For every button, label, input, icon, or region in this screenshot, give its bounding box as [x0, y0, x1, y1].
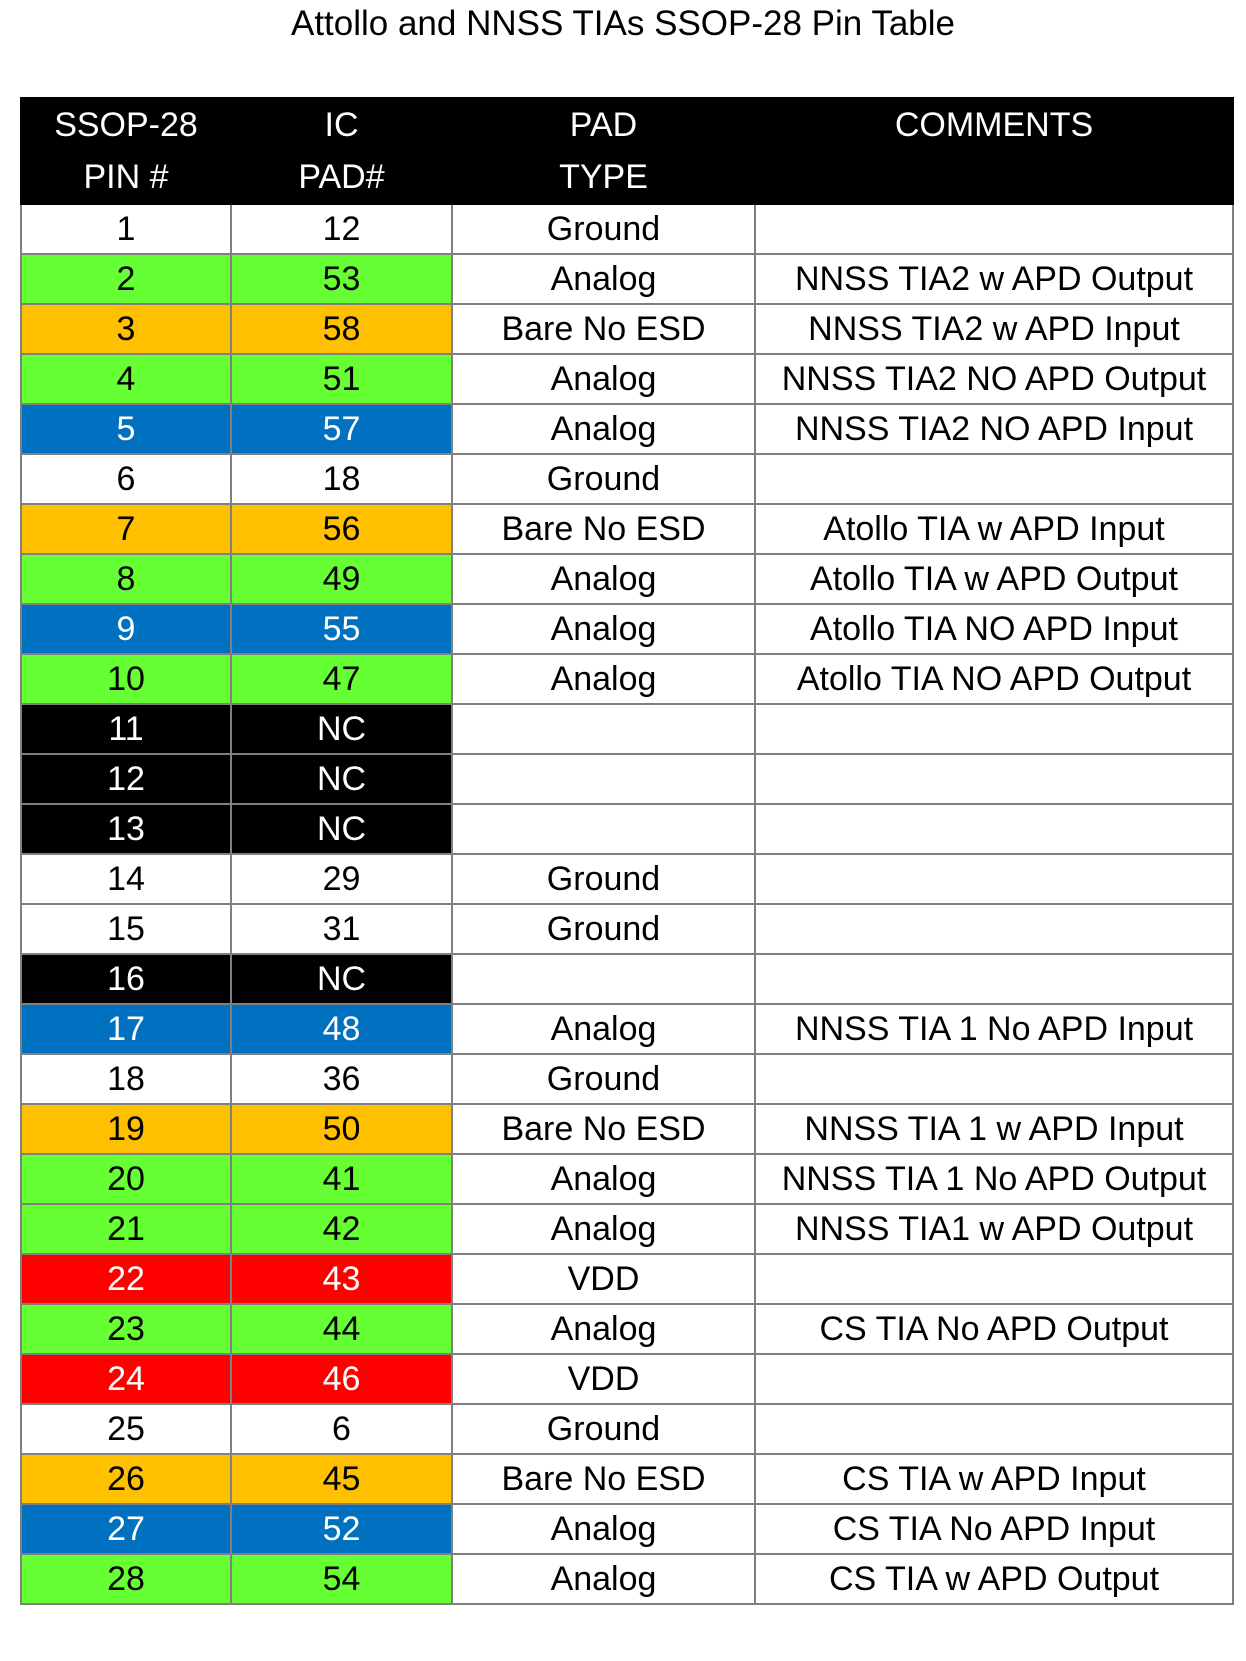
pin-number-cell: 3 [21, 304, 231, 354]
table-row [21, 1454, 1233, 1504]
ic-pad-cell: 50 [231, 1104, 452, 1154]
pin-number-cell: 6 [21, 454, 231, 504]
table-row [21, 904, 1233, 954]
comment-cell: NNSS TIA 1 w APD Input [755, 1104, 1233, 1154]
comment-cell: CS TIA w APD Input [755, 1454, 1233, 1504]
table-row [21, 304, 1233, 354]
pad-type-cell: Bare No ESD [452, 1454, 755, 1504]
pad-type-cell: Analog [452, 1004, 755, 1054]
ic-pad-cell: 29 [231, 854, 452, 904]
ic-pad-cell: 49 [231, 554, 452, 604]
table-row [21, 504, 1233, 554]
ic-pad-cell: 46 [231, 1354, 452, 1404]
ic-pad-cell: 6 [231, 1404, 452, 1454]
table-row [21, 1404, 1233, 1454]
table-row [21, 554, 1233, 604]
pin-table [20, 97, 1234, 1605]
header-pad-line-2: PAD# [298, 158, 385, 196]
pad-type-cell [452, 754, 755, 804]
pin-number-cell: 14 [21, 854, 231, 904]
comment-cell: NNSS TIA 1 No APD Output [755, 1154, 1233, 1204]
pin-number-cell: 24 [21, 1354, 231, 1404]
table-row [21, 1154, 1233, 1204]
comment-cell: NNSS TIA2 w APD Output [755, 254, 1233, 304]
table-row [21, 1504, 1233, 1554]
pin-number-cell: 10 [21, 654, 231, 704]
ic-pad-cell: 41 [231, 1154, 452, 1204]
pin-number-cell: 15 [21, 904, 231, 954]
pin-number-cell: 26 [21, 1454, 231, 1504]
pin-number-cell: 12 [21, 754, 231, 804]
pin-number-cell: 21 [21, 1204, 231, 1254]
header-pad-type [452, 98, 755, 204]
table-row [21, 204, 1233, 254]
ic-pad-cell: 36 [231, 1054, 452, 1104]
table-row [21, 404, 1233, 454]
ic-pad-cell: 31 [231, 904, 452, 954]
comment-cell [755, 1354, 1233, 1404]
comment-cell: NNSS TIA2 w APD Input [755, 304, 1233, 354]
header-comments [755, 98, 1233, 204]
pin-number-cell: 25 [21, 1404, 231, 1454]
pad-type-cell: Ground [452, 1054, 755, 1104]
pad-type-cell: Analog [452, 254, 755, 304]
ic-pad-cell: 44 [231, 1304, 452, 1354]
comment-cell: CS TIA No APD Output [755, 1304, 1233, 1354]
comment-cell: NNSS TIA 1 No APD Input [755, 1004, 1233, 1054]
ic-pad-cell: NC [231, 954, 452, 1004]
pad-type-cell: Ground [452, 1404, 755, 1454]
comment-cell [755, 204, 1233, 254]
pad-type-cell: Analog [452, 1554, 755, 1604]
pin-number-cell: 22 [21, 1254, 231, 1304]
table-row [21, 354, 1233, 404]
header-pin-number [21, 98, 231, 204]
pad-type-cell [452, 704, 755, 754]
pad-type-cell: Ground [452, 454, 755, 504]
pad-type-cell: Analog [452, 654, 755, 704]
table-row [21, 954, 1233, 1004]
table-row [21, 1204, 1233, 1254]
table-row [21, 1104, 1233, 1154]
comment-cell [755, 954, 1233, 1004]
pin-number-cell: 18 [21, 1054, 231, 1104]
pad-type-cell: Analog [452, 1154, 755, 1204]
pad-type-cell: VDD [452, 1354, 755, 1404]
ic-pad-cell: 18 [231, 454, 452, 504]
comment-cell [755, 854, 1233, 904]
pin-number-cell: 2 [21, 254, 231, 304]
pad-type-cell [452, 804, 755, 854]
comment-cell [755, 1254, 1233, 1304]
pad-type-cell [452, 954, 755, 1004]
pin-number-cell: 5 [21, 404, 231, 454]
table-row [21, 754, 1233, 804]
pad-type-cell: VDD [452, 1254, 755, 1304]
comment-cell: CS TIA No APD Input [755, 1504, 1233, 1554]
table-row [21, 1554, 1233, 1604]
pin-number-cell: 27 [21, 1504, 231, 1554]
ic-pad-cell: NC [231, 804, 452, 854]
table-row [21, 1354, 1233, 1404]
page-title: Attollo and NNSS TIAs SSOP-28 Pin Table [290, 4, 956, 43]
header-pad-line-1: IC [324, 106, 359, 144]
header-comments-line-1: COMMENTS [894, 106, 1094, 144]
pin-number-cell: 8 [21, 554, 231, 604]
pin-number-cell: 23 [21, 1304, 231, 1354]
pad-type-cell: Analog [452, 554, 755, 604]
comment-cell: Atollo TIA NO APD Output [755, 654, 1233, 704]
ic-pad-cell: 58 [231, 304, 452, 354]
comment-cell [755, 704, 1233, 754]
pad-type-cell: Bare No ESD [452, 304, 755, 354]
table-header [21, 98, 1233, 204]
pad-type-cell: Analog [452, 354, 755, 404]
ic-pad-cell: 55 [231, 604, 452, 654]
pin-number-cell: 13 [21, 804, 231, 854]
table-body [21, 204, 1233, 1604]
header-pin-line-1: SSOP-28 [54, 106, 198, 144]
ic-pad-cell: 47 [231, 654, 452, 704]
comment-cell [755, 1404, 1233, 1454]
pad-type-cell: Analog [452, 1304, 755, 1354]
table-row [21, 1304, 1233, 1354]
ic-pad-cell: 56 [231, 504, 452, 554]
pin-number-cell: 4 [21, 354, 231, 404]
pad-type-cell: Analog [452, 1504, 755, 1554]
pin-number-cell: 16 [21, 954, 231, 1004]
comment-cell: CS TIA w APD Output [755, 1554, 1233, 1604]
table-row [21, 1254, 1233, 1304]
header-ic-pad [231, 98, 452, 204]
table-row [21, 654, 1233, 704]
ic-pad-cell: NC [231, 704, 452, 754]
ic-pad-cell: 53 [231, 254, 452, 304]
ic-pad-cell: 12 [231, 204, 452, 254]
pad-type-cell: Bare No ESD [452, 1104, 755, 1154]
ic-pad-cell: 43 [231, 1254, 452, 1304]
pin-number-cell: 9 [21, 604, 231, 654]
pad-type-cell: Ground [452, 204, 755, 254]
comment-cell: NNSS TIA2 NO APD Input [755, 404, 1233, 454]
pin-number-cell: 28 [21, 1554, 231, 1604]
header-type-line-2: TYPE [559, 158, 648, 196]
ic-pad-cell: 48 [231, 1004, 452, 1054]
table-row [21, 804, 1233, 854]
comment-cell: NNSS TIA2 NO APD Output [755, 354, 1233, 404]
table-row [21, 454, 1233, 504]
comment-cell [755, 754, 1233, 804]
comment-cell [755, 454, 1233, 504]
pin-number-cell: 11 [21, 704, 231, 754]
table-row [21, 1054, 1233, 1104]
header-type-line-1: PAD [569, 106, 638, 144]
ic-pad-cell: 45 [231, 1454, 452, 1504]
ic-pad-cell: 42 [231, 1204, 452, 1254]
pin-number-cell: 17 [21, 1004, 231, 1054]
ic-pad-cell: 52 [231, 1504, 452, 1554]
pad-type-cell: Analog [452, 404, 755, 454]
comment-cell: Atollo TIA w APD Input [755, 504, 1233, 554]
pad-type-cell: Bare No ESD [452, 504, 755, 554]
comment-cell: Atollo TIA w APD Output [755, 554, 1233, 604]
table-row [21, 704, 1233, 754]
pad-type-cell: Analog [452, 1204, 755, 1254]
ic-pad-cell: 57 [231, 404, 452, 454]
comment-cell [755, 1054, 1233, 1104]
ic-pad-cell: NC [231, 754, 452, 804]
header-row [21, 98, 1233, 204]
ic-pad-cell: 54 [231, 1554, 452, 1604]
ic-pad-cell: 51 [231, 354, 452, 404]
table-row [21, 1004, 1233, 1054]
comment-cell: Atollo TIA NO APD Input [755, 604, 1233, 654]
pin-number-cell: 7 [21, 504, 231, 554]
pad-type-cell: Ground [452, 854, 755, 904]
table-row [21, 604, 1233, 654]
pin-number-cell: 20 [21, 1154, 231, 1204]
table-row [21, 254, 1233, 304]
comment-cell [755, 804, 1233, 854]
pin-number-cell: 1 [21, 204, 231, 254]
pad-type-cell: Analog [452, 604, 755, 654]
pad-type-cell: Ground [452, 904, 755, 954]
header-pin-line-2: PIN # [83, 158, 169, 196]
comment-cell: NNSS TIA1 w APD Output [755, 1204, 1233, 1254]
pin-number-cell: 19 [21, 1104, 231, 1154]
table-row [21, 854, 1233, 904]
comment-cell [755, 904, 1233, 954]
